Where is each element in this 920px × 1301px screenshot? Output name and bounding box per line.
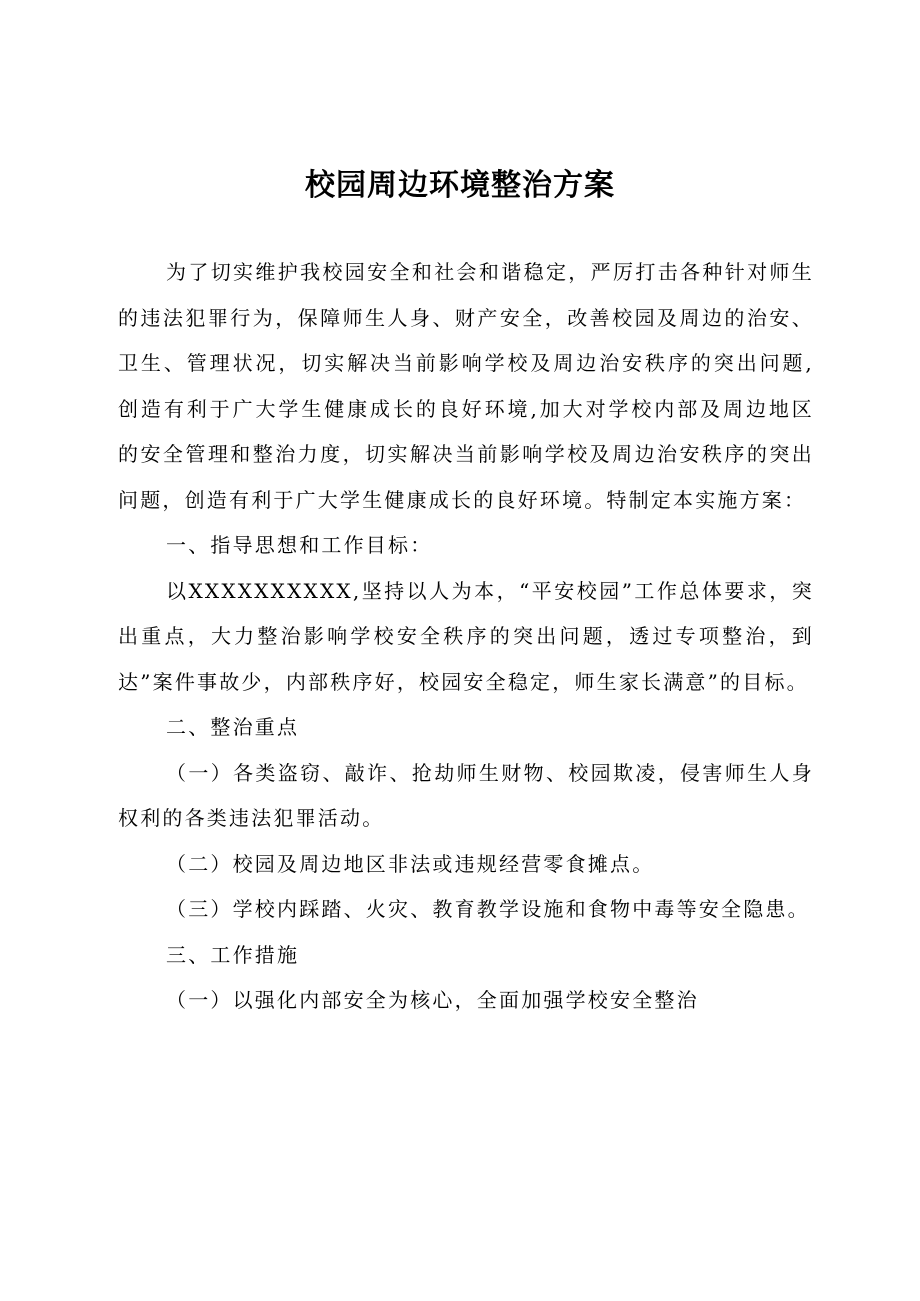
document-body <box>118 250 814 1024</box>
key-point-item-2: （二）校园及周边地区非法或违规经营零食摊点。 <box>166 851 655 876</box>
key-point-item-1: （一）各类盗窃、敲诈、抢劫师生财物、校园欺凌，侵害师生人身权利的各类违法犯罪活动。 <box>118 760 814 830</box>
document-title: 校园周边环境整治方案 <box>305 168 615 203</box>
measure-item-1: （一）以强化内部安全为核心，全面加强学校安全整治 <box>166 988 699 1012</box>
intro-paragraph: 为了切实维护我校园安全和社会和谐稳定，严厉打击各种针对师生的违法犯罪行为，保障师生人身、财产安全，改善校园及周边的治安、卫生、管理状况，切实解决当前影响学校及周边治安秩序的突出问题,创造有利于广大学生健康成长的良好环境,加大对学校内部及周边地区的安全管理和整治力度，切实解决当前影响学校及周边治安秩序的突出问题，创造有利于广大学生健康成长的良好环境。特制定本实施方案： <box>118 260 814 512</box>
guiding-ideas-paragraph: 以XXXXXXXXXX,坚持以人为本，“平安校园”工作总体要求，突出重点，大力整治影响学校安全秩序的突出问题，透过专项整治，到达”案件事故少，内部秩序好，校园安全稳定，师生家长满意”的目标。 <box>118 578 814 694</box>
section-heading-guiding-ideas: 一、指导思想和工作目标： <box>166 533 433 557</box>
section-heading-measures: 三、工作措施 <box>166 942 300 967</box>
section-heading-key-points: 二、整治重点 <box>166 715 300 739</box>
key-point-item-3: （三）学校内踩踏、火灾、教育教学设施和食物中毒等安全隐患。 <box>166 897 810 921</box>
